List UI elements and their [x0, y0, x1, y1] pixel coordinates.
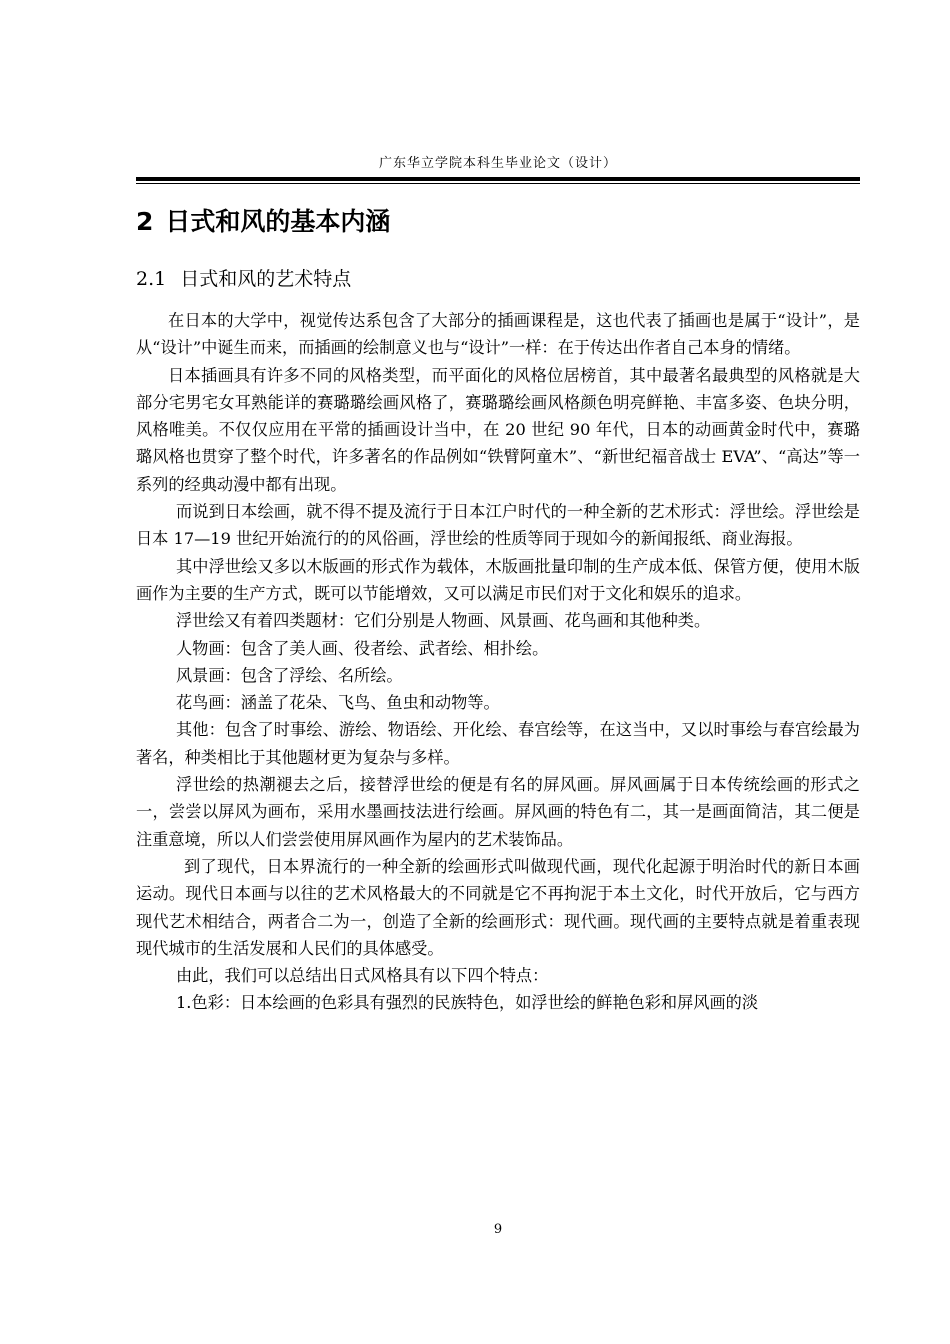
paragraph: 到了现代，日本界流行的一种全新的绘画形式叫做现代画，现代化起源于明治时代的新日本画运动。现代日本画与以往的艺术风格最大的不同就是它不再拘泥于本土文化，时代开放后，它与西方现代艺术相结合，两者合二为一，创造了全新的绘画形式：现代画。现代画的主要特点就是着重表现现代城市的生活发展和人民们的具体感受。: [136, 856, 860, 958]
paragraph: 而说到日本绘画，就不得不提及流行于日本江户时代的一种全新的艺术形式：浮世绘。浮世绘是日本 17—19 世纪开始流行的的风俗画，浮世绘的性质等同于现如今的新闻报纸、商业海报。: [136, 502, 860, 549]
paragraph: 由此，我们可以总结出日式风格具有以下四个特点：: [176, 966, 549, 986]
section-title-text: 日式和风的艺术特点: [180, 268, 352, 290]
header-rule-thick: [136, 177, 860, 181]
page-number: 9: [493, 1222, 503, 1237]
paragraph: 浮世绘的热潮褪去之后，接替浮世绘的便是有名的屏风画。屏风画属于日本传统绘画的形式之一，尝尝以屏风为画布，采用水墨画技法进行绘画。屏风画的特色有二，其一是画面简洁，其二便是注重意境，所以人们尝尝使用屏风画作为屋内的艺术装饰品。: [136, 775, 860, 849]
chapter-number: 2: [136, 207, 154, 236]
chapter-title-text: 日式和风的基本内涵: [165, 207, 391, 236]
section-title: [136, 264, 860, 294]
paragraph: 浮世绘又有着四类题材：它们分别是人物画、风景画、花鸟画和其他种类。: [176, 611, 711, 631]
paragraph: 其他：包含了时事绘、游绘、物语绘、开化绘、春宫绘等，在这当中，又以时事绘与春宫绘最为著名，种类相比于其他题材更为复杂与多样。: [136, 720, 860, 767]
paragraph: 花鸟画：涵盖了花朵、飞鸟、鱼虫和动物等。: [176, 693, 500, 713]
chapter-title: [136, 204, 860, 240]
paragraph: 风景画：包含了浮绘、名所绘。: [176, 665, 403, 685]
paragraph: 1.色彩：日本绘画的色彩具有强烈的民族特色，如浮世绘的鲜艳色彩和屏风画的淡: [176, 993, 759, 1013]
body-text: [136, 307, 860, 1017]
header-rule-thin: [136, 183, 860, 184]
paragraph: 其中浮世绘又多以木版画的形式作为载体，木版画批量印制的生产成本低、保管方便，使用木版画作为主要的生产方式，既可以节能增效，又可以满足市民们对于文化和娱乐的追求。: [136, 556, 860, 603]
paragraph: 在日本的大学中，视觉传达系包含了大部分的插画课程是，这也代表了插画也是属于“设计”，是从“设计”中诞生而来，而插画的绘制意义也与“设计”一样：在于传达出作者自己本身的情绪。: [136, 311, 860, 358]
paragraph: 日本插画具有许多不同的风格类型，而平面化的风格位居榜首，其中最著名最典型的风格就是大部分宅男宅女耳熟能详的赛璐璐绘画风格了，赛璐璐绘画风格颜色明亮鲜艳、丰富多姿、色块分明，风格唯美。不仅仅应用在平常的插画设计当中，在 20 世纪 90 年代，日本的动画黄金时代中，赛璐璐风格也贯穿了整个时代，许多著名的作品例如“铁臂阿童木”、“新世纪福音战士 EVA”、“高达”等一系列的经典动漫中都有出现。: [136, 365, 860, 494]
paragraph: 人物画：包含了美人画、役者绘、武者绘、相扑绘。: [176, 638, 549, 658]
running-header: 广东华立学院本科生毕业论文（设计）: [378, 156, 617, 171]
section-number: 2.1: [136, 268, 167, 290]
